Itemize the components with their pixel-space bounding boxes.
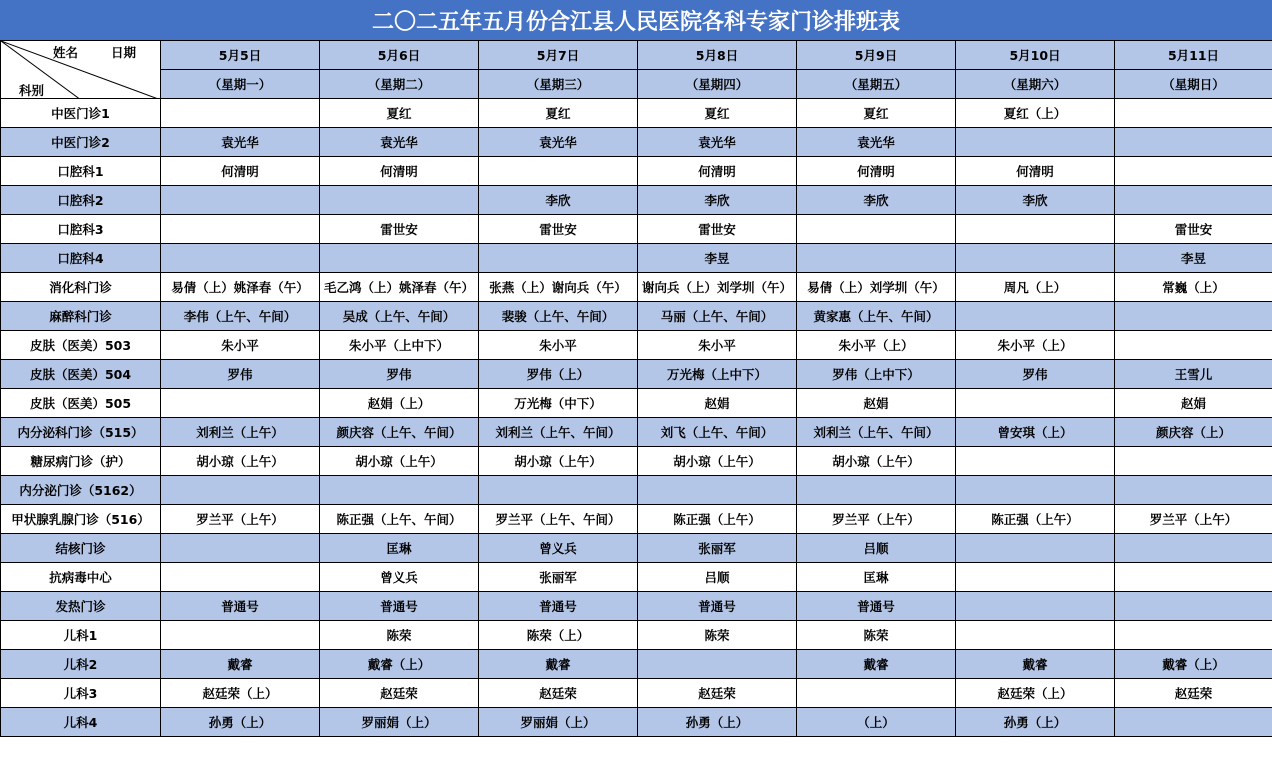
department-cell: 口腔科1: [1, 157, 161, 186]
schedule-cell: 戴睿: [161, 650, 320, 679]
schedule-cell: 赵廷荣: [320, 679, 479, 708]
schedule-cell: 易倩（上）姚泽春（午）: [161, 273, 320, 302]
corner-name-label: 姓名: [53, 45, 79, 60]
schedule-cell: [1115, 186, 1272, 215]
schedule-cell: 朱小平（上）: [956, 331, 1115, 360]
schedule-cell: [161, 186, 320, 215]
schedule-cell: [161, 215, 320, 244]
date-cell: 5月7日: [479, 41, 638, 70]
schedule-cell: 李欣: [797, 186, 956, 215]
table-row: [1, 621, 1272, 650]
table-row: [1, 679, 1272, 708]
table-row: [1, 534, 1272, 563]
schedule-cell: 孙勇（上）: [956, 708, 1115, 737]
schedule-cell: 张丽军: [479, 563, 638, 592]
schedule-cell: 赵娟: [638, 389, 797, 418]
schedule-table: [0, 40, 1272, 737]
schedule-cell: 匡琳: [797, 563, 956, 592]
schedule-cell: 何清明: [320, 157, 479, 186]
department-cell: 发热门诊: [1, 592, 161, 621]
date-cell: 5月8日: [638, 41, 797, 70]
schedule-cell: 罗伟: [320, 360, 479, 389]
schedule-cell: [161, 389, 320, 418]
schedule-cell: 雷世安: [320, 215, 479, 244]
schedule-cell: 何清明: [638, 157, 797, 186]
corner-date-label: 日期: [111, 45, 137, 60]
weekday-cell: （星期一）: [161, 70, 320, 99]
schedule-cell: 胡小琼（上午）: [320, 447, 479, 476]
schedule-cell: [320, 476, 479, 505]
schedule-cell: 赵娟: [797, 389, 956, 418]
department-cell: 消化科门诊: [1, 273, 161, 302]
schedule-cell: 袁光华: [797, 128, 956, 157]
schedule-cell: [956, 128, 1115, 157]
table-row: [1, 128, 1272, 157]
schedule-cell: [956, 302, 1115, 331]
schedule-cell: 戴睿（上）: [1115, 650, 1272, 679]
schedule-cell: 李昱: [638, 244, 797, 273]
schedule-cell: 雷世安: [638, 215, 797, 244]
schedule-cell: 孙勇（上）: [161, 708, 320, 737]
schedule-cell: 赵廷荣: [638, 679, 797, 708]
schedule-cell: 王雪儿: [1115, 360, 1272, 389]
schedule-cell: 陈荣: [320, 621, 479, 650]
schedule-cell: 普通号: [161, 592, 320, 621]
department-cell: 麻醉科门诊: [1, 302, 161, 331]
department-cell: 儿科2: [1, 650, 161, 679]
schedule-cell: 曾安琪（上）: [956, 418, 1115, 447]
schedule-cell: 何清明: [956, 157, 1115, 186]
weekday-cell: （星期三）: [479, 70, 638, 99]
schedule-cell: 夏红: [797, 99, 956, 128]
table-row: [1, 186, 1272, 215]
schedule-cell: 刘利兰（上午）: [161, 418, 320, 447]
schedule-cell: 刘利兰（上午、午间）: [797, 418, 956, 447]
schedule-cell: [1115, 708, 1272, 737]
weekday-cell: （星期二）: [320, 70, 479, 99]
schedule-cell: 赵廷荣: [479, 679, 638, 708]
schedule-cell: 罗伟（上）: [479, 360, 638, 389]
department-cell: 中医门诊1: [1, 99, 161, 128]
date-cell: 5月5日: [161, 41, 320, 70]
schedule-cell: 罗伟（上中下）: [797, 360, 956, 389]
schedule-cell: 朱小平: [638, 331, 797, 360]
department-cell: 口腔科2: [1, 186, 161, 215]
schedule-cell: 戴睿: [956, 650, 1115, 679]
schedule-cell: 罗伟: [161, 360, 320, 389]
schedule-cell: 刘利兰（上午、午间）: [479, 418, 638, 447]
schedule-cell: 万光梅（上中下）: [638, 360, 797, 389]
schedule-cell: 夏红: [479, 99, 638, 128]
schedule-cell: [1115, 592, 1272, 621]
weekday-cell: （星期四）: [638, 70, 797, 99]
schedule-cell: [161, 534, 320, 563]
schedule-cell: 袁光华: [638, 128, 797, 157]
schedule-cell: 张燕（上）谢向兵（午）: [479, 273, 638, 302]
department-cell: 结核门诊: [1, 534, 161, 563]
schedule-cell: [638, 476, 797, 505]
schedule-cell: [320, 244, 479, 273]
date-header-row: [1, 41, 1272, 70]
schedule-cell: [161, 99, 320, 128]
schedule-cell: [956, 476, 1115, 505]
schedule-cell: [479, 157, 638, 186]
schedule-cell: [1115, 331, 1272, 360]
schedule-cell: 马丽（上午、午间）: [638, 302, 797, 331]
schedule-cell: [479, 244, 638, 273]
table-row: [1, 650, 1272, 679]
schedule-cell: 陈正强（上午）: [638, 505, 797, 534]
schedule-cell: 陈荣: [797, 621, 956, 650]
schedule-cell: 赵廷荣（上）: [161, 679, 320, 708]
schedule-cell: 李昱: [1115, 244, 1272, 273]
table-row: [1, 302, 1272, 331]
schedule-cell: [797, 215, 956, 244]
date-cell: 5月10日: [956, 41, 1115, 70]
schedule-cell: 罗丽娟（上）: [479, 708, 638, 737]
table-row: [1, 592, 1272, 621]
schedule-cell: 戴睿: [479, 650, 638, 679]
schedule-cell: 李欣: [956, 186, 1115, 215]
table-row: [1, 331, 1272, 360]
date-cell: 5月9日: [797, 41, 956, 70]
department-cell: 儿科1: [1, 621, 161, 650]
date-cell: 5月6日: [320, 41, 479, 70]
department-cell: 口腔科3: [1, 215, 161, 244]
schedule-cell: [1115, 128, 1272, 157]
schedule-cell: [956, 563, 1115, 592]
schedule-cell: [1115, 621, 1272, 650]
schedule-cell: 罗兰平（上午）: [797, 505, 956, 534]
schedule-cell: 易倩（上）刘学圳（午）: [797, 273, 956, 302]
schedule-cell: 陈正强（上午、午间）: [320, 505, 479, 534]
schedule-cell: [1115, 99, 1272, 128]
department-cell: 糖尿病门诊（护）: [1, 447, 161, 476]
schedule-cell: [1115, 447, 1272, 476]
schedule-cell: 裴骏（上午、午间）: [479, 302, 638, 331]
schedule-cell: [956, 621, 1115, 650]
schedule-cell: 陈荣: [638, 621, 797, 650]
schedule-cell: 李欣: [638, 186, 797, 215]
schedule-cell: 颜庆容（上午、午间）: [320, 418, 479, 447]
schedule-cell: [956, 244, 1115, 273]
schedule-cell: 普通号: [320, 592, 479, 621]
schedule-cell: [161, 563, 320, 592]
schedule-cell: 朱小平: [161, 331, 320, 360]
schedule-cell: 夏红（上）: [956, 99, 1115, 128]
schedule-cell: 普通号: [797, 592, 956, 621]
department-cell: 内分泌科门诊（515）: [1, 418, 161, 447]
department-cell: 口腔科4: [1, 244, 161, 273]
schedule-cell: 周凡（上）: [956, 273, 1115, 302]
weekday-cell: （星期日）: [1115, 70, 1272, 99]
schedule-cell: 孙勇（上）: [638, 708, 797, 737]
table-row: [1, 99, 1272, 128]
schedule-cell: 何清明: [161, 157, 320, 186]
table-row: [1, 389, 1272, 418]
table-row: [1, 273, 1272, 302]
schedule-cell: 赵娟: [1115, 389, 1272, 418]
table-row: [1, 708, 1272, 737]
schedule-cell: [1115, 157, 1272, 186]
table-row: [1, 360, 1272, 389]
schedule-cell: （上）: [797, 708, 956, 737]
schedule-cell: 朱小平（上）: [797, 331, 956, 360]
schedule-cell: 胡小琼（上午）: [797, 447, 956, 476]
department-cell: 儿科3: [1, 679, 161, 708]
schedule-cell: 曾义兵: [320, 563, 479, 592]
schedule-cell: 吴成（上午、午间）: [320, 302, 479, 331]
schedule-cell: [956, 389, 1115, 418]
schedule-cell: [161, 476, 320, 505]
schedule-cell: [797, 476, 956, 505]
schedule-cell: [320, 186, 479, 215]
department-cell: 内分泌门诊（5162）: [1, 476, 161, 505]
department-cell: 皮肤（医美）504: [1, 360, 161, 389]
schedule-cell: 万光梅（中下）: [479, 389, 638, 418]
weekday-header-row: [1, 70, 1272, 99]
schedule-cell: 戴睿: [797, 650, 956, 679]
schedule-cell: 何清明: [797, 157, 956, 186]
table-row: [1, 244, 1272, 273]
schedule-cell: 赵娟（上）: [320, 389, 479, 418]
schedule-cell: 雷世安: [479, 215, 638, 244]
schedule-cell: 赵廷荣（上）: [956, 679, 1115, 708]
schedule-cell: 罗兰平（上午、午间）: [479, 505, 638, 534]
corner-header-cell: [1, 41, 161, 99]
schedule-cell: 李伟（上午、午间）: [161, 302, 320, 331]
schedule-cell: 朱小平（上中下）: [320, 331, 479, 360]
schedule-cell: 谢向兵（上）刘学圳（午）: [638, 273, 797, 302]
department-cell: 皮肤（医美）503: [1, 331, 161, 360]
schedule-cell: [479, 476, 638, 505]
schedule-cell: 陈荣（上）: [479, 621, 638, 650]
schedule-cell: [1115, 476, 1272, 505]
schedule-cell: 罗丽娟（上）: [320, 708, 479, 737]
table-row: [1, 563, 1272, 592]
table-row: [1, 476, 1272, 505]
schedule-cell: 袁光华: [479, 128, 638, 157]
schedule-cell: 戴睿（上）: [320, 650, 479, 679]
schedule-cell: 胡小琼（上午）: [161, 447, 320, 476]
schedule-cell: 陈正强（上午）: [956, 505, 1115, 534]
schedule-cell: [956, 447, 1115, 476]
schedule-cell: 常巍（上）: [1115, 273, 1272, 302]
date-cell: 5月11日: [1115, 41, 1272, 70]
schedule-cell: [956, 215, 1115, 244]
schedule-cell: 朱小平: [479, 331, 638, 360]
table-row: [1, 215, 1272, 244]
schedule-cell: 颜庆容（上）: [1115, 418, 1272, 447]
schedule-cell: 赵廷荣: [1115, 679, 1272, 708]
schedule-cell: 匡琳: [320, 534, 479, 563]
schedule-cell: 吕顺: [797, 534, 956, 563]
schedule-cell: 罗兰平（上午）: [161, 505, 320, 534]
schedule-cell: 曾义兵: [479, 534, 638, 563]
department-cell: 中医门诊2: [1, 128, 161, 157]
schedule-cell: [1115, 534, 1272, 563]
department-cell: 儿科4: [1, 708, 161, 737]
corner-dept-label: 科别: [19, 83, 45, 98]
schedule-cell: [161, 244, 320, 273]
weekday-cell: （星期六）: [956, 70, 1115, 99]
schedule-cell: [956, 592, 1115, 621]
schedule-cell: 夏红: [320, 99, 479, 128]
schedule-cell: 刘飞（上午、午间）: [638, 418, 797, 447]
schedule-cell: [797, 244, 956, 273]
schedule-cell: 张丽军: [638, 534, 797, 563]
schedule-cell: 普通号: [479, 592, 638, 621]
department-cell: 抗病毒中心: [1, 563, 161, 592]
table-row: [1, 157, 1272, 186]
table-row: [1, 418, 1272, 447]
weekday-cell: （星期五）: [797, 70, 956, 99]
department-cell: 皮肤（医美）505: [1, 389, 161, 418]
schedule-cell: 胡小琼（上午）: [479, 447, 638, 476]
schedule-cell: 袁光华: [320, 128, 479, 157]
page-title: 二〇二五年五月份合江县人民医院各科专家门诊排班表: [0, 0, 1272, 40]
schedule-cell: 袁光华: [161, 128, 320, 157]
schedule-cell: 罗伟: [956, 360, 1115, 389]
schedule-cell: 毛乙鸿（上）姚泽春（午）: [320, 273, 479, 302]
schedule-cell: 夏红: [638, 99, 797, 128]
schedule-cell: [161, 621, 320, 650]
schedule-cell: 吕顺: [638, 563, 797, 592]
schedule-cell: 普通号: [638, 592, 797, 621]
schedule-cell: [797, 679, 956, 708]
schedule-cell: [956, 534, 1115, 563]
schedule-cell: [638, 650, 797, 679]
table-row: [1, 447, 1272, 476]
schedule-cell: 罗兰平（上午）: [1115, 505, 1272, 534]
schedule-cell: [1115, 563, 1272, 592]
table-row: [1, 505, 1272, 534]
department-cell: 甲状腺乳腺门诊（516）: [1, 505, 161, 534]
schedule-cell: 黄家惠（上午、午间）: [797, 302, 956, 331]
schedule-cell: 雷世安: [1115, 215, 1272, 244]
schedule-cell: [1115, 302, 1272, 331]
schedule-cell: 胡小琼（上午）: [638, 447, 797, 476]
schedule-cell: 李欣: [479, 186, 638, 215]
